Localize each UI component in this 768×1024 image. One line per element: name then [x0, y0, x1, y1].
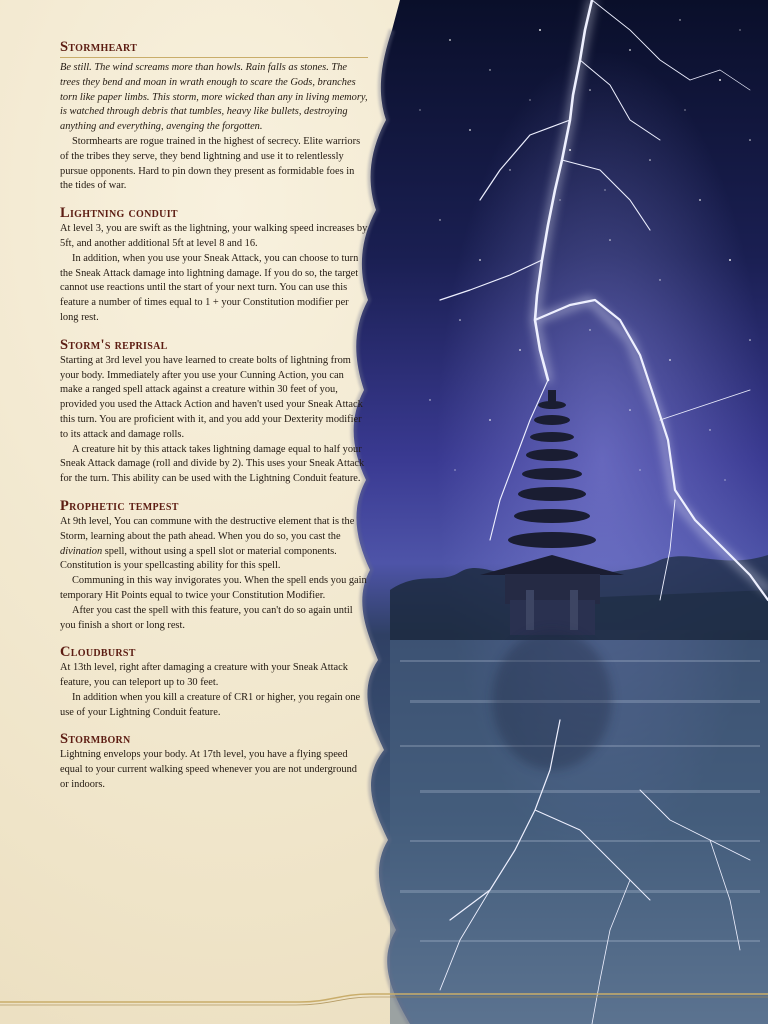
section-paragraph: At 13th level, right after damaging a creature with your Sneak Attack feature, you can teleport up to 30 feet. — [60, 662, 348, 689]
section-cloudburst — [60, 643, 368, 720]
spell-name: divination — [60, 545, 103, 557]
text-column — [60, 38, 368, 803]
section-paragraph: Lightning envelops your body. At 17th level, you have a flying speed equal to your current walking speed whenever you are not underground or indoors. — [60, 749, 358, 791]
section-paragraph: In addition when you kill a creature of CR1 or higher, you regain one use of your Lightning Conduit feature. — [60, 691, 361, 718]
intro-body-text: Stormhearts are rogue trained in the highest of secrecy. Elite warriors of the tribes they serve, they bend lightning and use it to relentlessly pursue opponents. Hard to pin down they present as formidable foes in the tides of war. — [60, 135, 361, 192]
intro-section — [60, 38, 368, 194]
intro-italic-text: Be still. The wind screams more than howls. Rain falls as stones. The trees they bend and moan in wrath enough to scare the Gods, branches torn like paper limbs. This storm, more wicked than any in living memory, is watched through debris that tumbles, heavy like bullets, destroying anything and everything, avenging the forgotten. — [60, 62, 368, 133]
page-title: Stormheart — [60, 38, 368, 58]
section-heading: Stormborn — [60, 731, 131, 748]
section-paragraph: A creature hit by this attack takes lightning damage equal to half your Sneak Attack damage (roll and divide by 2). This uses your Sneak Attack for the turn. This ability can be used with the Lightning Conduit feature. — [60, 443, 365, 485]
storm-pagoda-illustration — [330, 0, 768, 1024]
section-prophetic-tempest — [60, 497, 368, 633]
section-paragraph: After you cast the spell with this feature, you can't do so again until you finish a short or long rest. — [60, 604, 353, 631]
section-heading: Cloudburst — [60, 644, 136, 661]
section-paragraph: At level 3, you are swift as the lightning, your walking speed increases by 5ft, and another additional 5ft at level 8 and 16. — [60, 223, 368, 249]
section-paragraph: Communing in this way invigorates you. When the spell ends you gain temporary Hit Points equal to twice your Constitution Modifier. — [60, 575, 367, 601]
section-heading: Lightning conduit — [60, 205, 178, 222]
storm-artwork — [330, 0, 768, 1024]
section-paragraph: In addition, when you use your Sneak Attack, you can choose to turn the Sneak Attack damage into lightning damage. If you do so, the target cannot use reactions until the start of your next turn. You can use this feature a number of times equal to 1 + your Constitution modifier per long rest. — [60, 252, 359, 323]
section-paragraph — [60, 515, 368, 574]
section-stormborn — [60, 730, 368, 792]
section-heading: Prophetic tempest — [60, 497, 179, 514]
text-run: At 9th level, You can commune with the destructive element that is the Storm, learning about the path ahead. When you do so, you cast the — [60, 515, 355, 542]
section-paragraph: Starting at 3rd level you have learned to create bolts of lightning from your body. Immediately after you use your Cunning Action, you can make a ranged spell attack against a creature within 30 feet of you, provided you used the Attack Action and haven't used your Sneak Attack this turn. You are proficient with it, and you add your Dexterity modifier to its attack and damage rolls. — [60, 354, 363, 440]
text-run: spell, without using a spell slot or material components. Constitution is your spellcasting ability for this spell. — [60, 545, 337, 572]
section-storms-reprisal — [60, 336, 368, 487]
section-heading: Storm's reprisal — [60, 336, 168, 353]
footer-ornament — [0, 992, 768, 1006]
section-lightning-conduit — [60, 204, 368, 326]
